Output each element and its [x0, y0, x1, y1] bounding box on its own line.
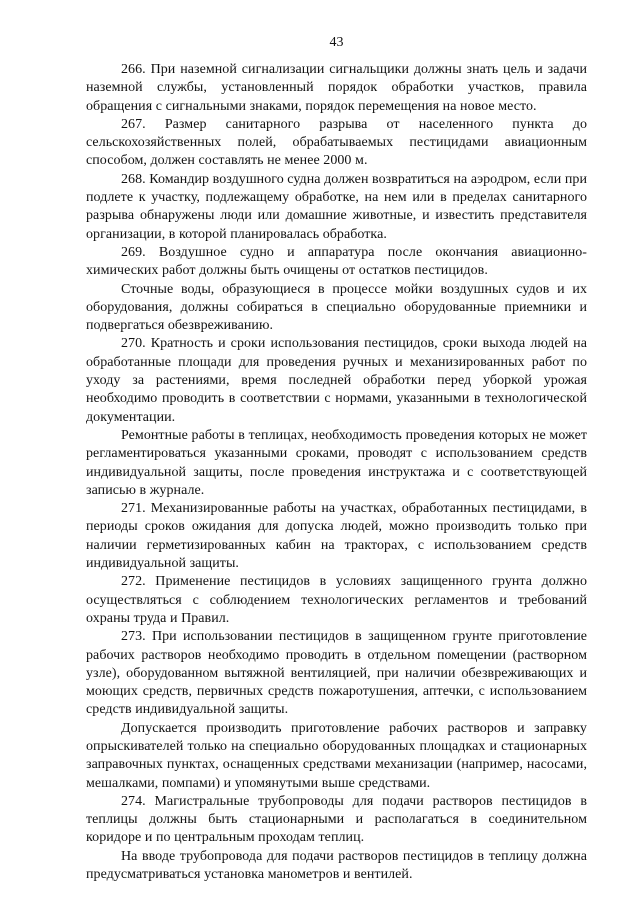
paragraph-270: 270. Кратность и сроки использования пестицидов, сроки выхода людей на обработанные площади для проведения ручных и механизированных работ по уходу за растениями, время последней обработки перед уборкой урожая необходимо проводить в соответствии с нормами, указанными в технологической документации. [86, 336, 587, 425]
paragraph-266: 266. При наземной сигнализации сигнальщики должны знать цель и задачи наземной службы, установленный порядок обработки участков, правила обращения с сигнальными знаками, порядок перемещения на новое место. [86, 62, 587, 114]
paragraph-271: 271. Механизированные работы на участках, обработанных пестицидами, в периоды сроков ожидания для допуска людей, можно производить только при наличии герметизированных кабин на тракторах, с использованием средств индивидуальной защиты. [86, 501, 587, 572]
paragraph-273-refueling: Допускается производить приготовление рабочих растворов и заправку опрыскивателей только на специально оборудованных площадках и стационарных заправочных пунктах, оснащенных средствами механизации (например, насосами, мешалками, помпами) и упомянутыми выше средствами. [86, 720, 587, 791]
paragraph-274: 274. Магистральные трубопроводы для подачи растворов пестицидов в теплицы должны быть стационарными и располагаться в соединительном коридоре и по центральным проходам теплиц. [86, 793, 587, 846]
paragraph-272: 272. Применение пестицидов в условиях защищенного грунта должно осуществляться с соблюдением технологических регламентов и требований охраны труда и Правил. [86, 574, 587, 626]
paragraph-269-wastewater: Сточные воды, образующиеся в процессе мойки воздушных судов и их оборудования, должны собираться в специально оборудованные приемники и подвергаться обезвреживанию. [86, 281, 587, 334]
paragraph-270-repair-works: Ремонтные работы в теплицах, необходимость проведения которых не может регламентироваться указанными сроками, проводят с использованием средств индивидуальной защиты, после проведения инструктажа и с соответствующей записью в журнале. [86, 427, 587, 498]
paragraph-274-pipeline-input: На вводе трубопровода для подачи растворов пестицидов в теплицу должна предусматриваться установка манометров и вентилей. [86, 848, 587, 883]
paragraph-269: 269. Воздушное судно и аппаратура после окончания авиационно-химических работ должны быть очищены от остатков пестицидов. [86, 244, 587, 279]
paragraph-267: 267. Размер санитарного разрыва от населенного пункта до сельскохозяйственных полей, обрабатываемых пестицидами авиационным способом, должен составлять не менее 2000 м. [86, 116, 587, 169]
page-number: 43 [329, 35, 344, 50]
paragraph-268: 268. Командир воздушного судна должен возвратиться на аэродром, если при подлете к участку, подлежащему обработке, на нем или в пределах санитарного разрыва обнаружены люди или домашние животные, и известить представителя организации, в которой планировалась обработка. [86, 171, 587, 242]
paragraph-273: 273. При использовании пестицидов в защищенном грунте приготовление рабочих растворов необходимо проводить в отдельном помещении (растворном узле), оборудованном вытяжной вентиляцией, при наличии обезвреживающих и моющих средств, первичных средств пожаротушения, аптечки, с использованием средств индивидуальной защиты. [86, 629, 587, 718]
